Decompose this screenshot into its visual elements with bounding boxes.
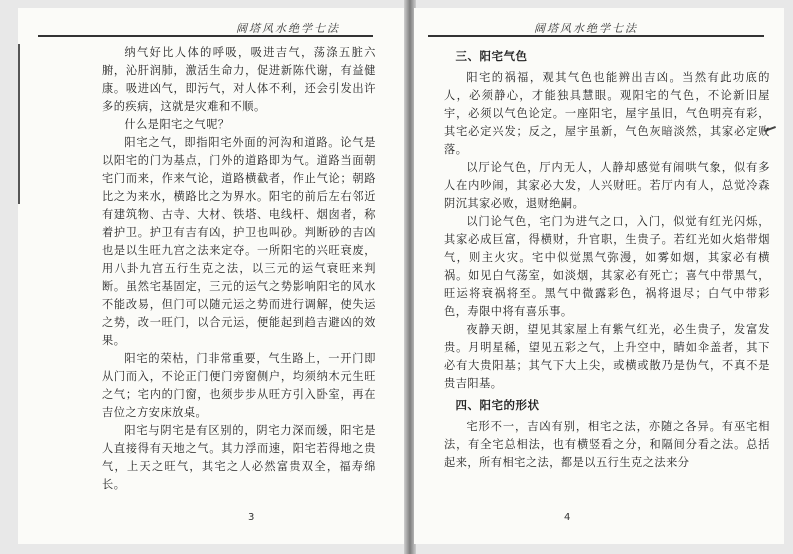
paragraph: 阳宅之气，即指阳宅外面的河沟和道路。论气是以阳宅的门为基点，门外的道路即为气。道路当面朝宅门而来，作来气论，道路横截者，作止气论；朝路比之为来水，横路比之为界水。阳宅的前后左右邻近有建筑物、古寺、大材、铁塔、电线杆、烟囱者，称着护卫。护卫有吉有凶，护卫也叫砂。判断砂的吉凶也是以生旺九宫之法来定夺。一所阳宅的兴旺衰废，用八卦九宫五行生克之法，以三元的运气衰旺来判断。虽然宅基固定，三元的运气之势影响阳宅的风水不能改易，但门可以随元运之势而进行调解，使失运之势，改一旺门，以合元运，便能起到趋吉避凶的效果。	[102, 136, 376, 347]
header-rule	[428, 35, 764, 37]
header-rule	[38, 35, 373, 37]
left-page	[18, 8, 406, 544]
paragraph: 什么是阳宅之气呢？	[124, 118, 230, 131]
paragraph: 以门论气色，宅门为进气之口，入门，似觉有红光闪烁，其家必成巨富，得横财，升官职，生贵子。若红光如火焰带烟气，则主火灾。宅中似觉黑气弥漫，如雾如烟，其家必有横祸。如见白气荡室，如淡烟，其家必有死亡；喜气中带黑气，旺运将衰祸将至。黑气中微露彩色，祸将退尽；白气中带彩色，寿限中将有喜乐事。	[444, 215, 770, 318]
paragraph: 阳宅的荣枯，门非常重要，气生路上，一开门即从门而入，不论正门便门旁窗侧户，均须纳木元生旺之气；宅内的门窗，也须步步从旺方引入卧室，再在吉位之方安床放桌。	[102, 352, 376, 419]
page-header: 阔塔风水绝学七法	[534, 22, 638, 35]
page-number: 3	[248, 512, 255, 523]
section-heading: 四、阳宅的形状	[455, 398, 540, 412]
paragraph: 以厅论气色，厅内无人，人静却感觉有闹哄气象，似有多人在内吵闹，其家必大发，人兴财旺。若厅内有人，总觉冷森阴沉其家必败，退财绝嗣。	[444, 161, 770, 210]
paragraph: 宅形不一，吉凶有别，相宅之法，亦随之各异。有巫宅相法，有全宅总相法，也有横竖看之分，和隔间分看之法。总括起来，所有相宅之法，都是以五行生克之法来分	[444, 420, 770, 469]
paragraph: 阳宅与阴宅是有区别的，阴宅力深而缓，阳宅是人直接得有天地之气。其力浮而速，阳宅若得地之贵气，上天之旺气，其宅之人必然富贵双全，福寿绵长。	[102, 424, 376, 491]
body-text	[102, 44, 376, 494]
page-header: 阔塔风水绝学七法	[236, 22, 340, 35]
paragraph: 夜静天朗，望见其家屋上有紫气红光，必生贵子，发富发贵。月明星稀，望见五彩之气，上升空中，睛如伞盖者，其下必有大贵阳基；其气下大上尖，或横或散乃是伪气，不真不是贵吉阳基。	[444, 323, 770, 390]
body-text	[444, 44, 770, 472]
section-heading: 三、阳宅气色	[455, 49, 528, 63]
scan-edge-mark	[18, 44, 20, 204]
right-page	[414, 8, 784, 544]
page-number: 4	[564, 512, 571, 523]
paragraph: 纳气好比人体的呼吸，吸进吉气，荡涤五脏六腑，沁肝润肺，激活生命力，促进新陈代谢，有益健康。吸进凶气，即污气，对人体不利，还会引发出许多的疾病，这就是灾难和不顺。	[102, 46, 376, 113]
paragraph: 阳宅的祸福，观其气色也能辨出吉凶。当然有此功底的人，必须静心，才能独具慧眼。观阳宅的气色，不论新旧屋宇，必须以气色论定。一座阳宅，屋宇虽旧，气色明亮有彩，其宅必定兴发；反之，屋宇虽新，气色灰暗淡然，其家必定败落。	[444, 71, 770, 156]
